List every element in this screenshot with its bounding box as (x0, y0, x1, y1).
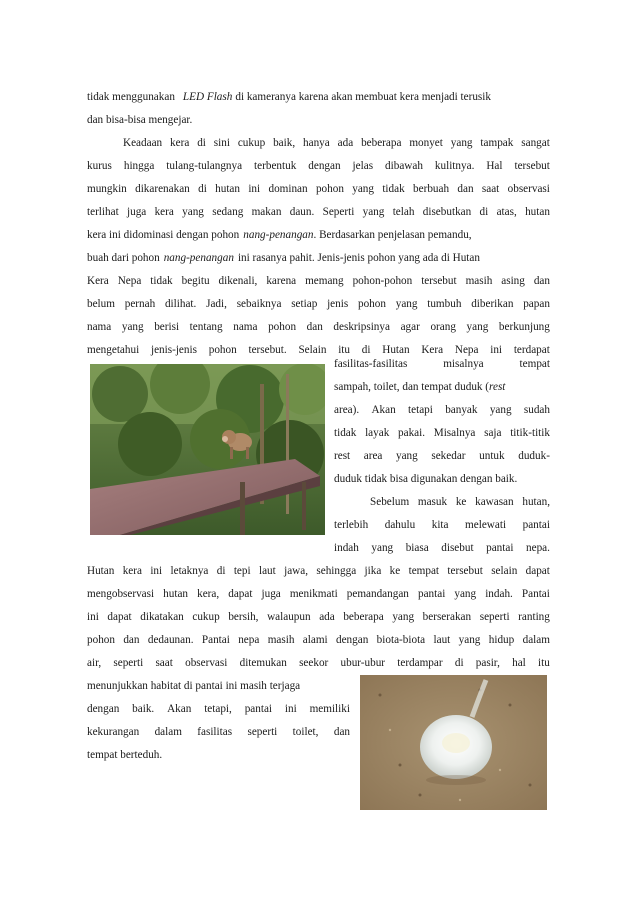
text-line: duduk tidak bisa digunakan dengan baik. (334, 473, 518, 485)
text-line (87, 205, 550, 219)
word: yang (466, 321, 489, 333)
word: yang (489, 404, 512, 416)
word: ada (337, 137, 354, 149)
word: jawa, (284, 565, 309, 577)
word: baik, (273, 137, 296, 149)
word: layak (365, 427, 390, 439)
word: pantai (486, 542, 514, 554)
word: nama (233, 321, 258, 333)
paragraph-first-line (370, 495, 550, 509)
word: seekor (299, 657, 329, 669)
text-run: . Berdasarkan penjelasan pemandu, (313, 229, 472, 241)
text-line (87, 610, 550, 624)
word: yang (121, 321, 144, 333)
word: Sebelum (370, 496, 410, 508)
word: yang (450, 137, 473, 149)
word: nepa (238, 634, 260, 646)
word: air, (87, 657, 102, 669)
word: hutan, (522, 496, 550, 508)
word: beberapa (361, 137, 402, 149)
word: papan (523, 298, 550, 310)
word: misalnya (443, 358, 484, 370)
word: hal (512, 657, 526, 669)
word: indah (334, 542, 359, 554)
word: yang (371, 542, 394, 554)
word: nepa. (526, 542, 550, 554)
text-line (87, 656, 550, 670)
word: kera (154, 206, 174, 218)
word: yang (458, 634, 481, 646)
word: dalam (154, 726, 182, 738)
word: ini (87, 611, 99, 623)
word: tampak (480, 137, 514, 149)
word: masih (267, 634, 295, 646)
word: Seperti (322, 206, 355, 218)
word: ini (490, 344, 503, 356)
word: ranting (518, 611, 550, 623)
word: dan (457, 183, 474, 195)
word: bersih, (228, 611, 259, 623)
word: mengobservasi (87, 588, 155, 600)
word: seperti (479, 611, 510, 623)
word: yang (396, 450, 418, 462)
word: dibawah (385, 160, 423, 172)
word: cukup (237, 137, 266, 149)
word: tempat (519, 358, 550, 370)
word: tersebut (421, 275, 457, 287)
word: memiliki (309, 703, 350, 715)
word: dikarenakan (135, 183, 190, 195)
word: saat (155, 657, 173, 669)
word: dalam (522, 634, 550, 646)
word: mungkin (87, 183, 127, 195)
word: menikmati (289, 588, 338, 600)
word: sedang (212, 206, 244, 218)
word: melewati (465, 519, 507, 531)
word: dikatakan (140, 611, 184, 623)
text-run: kera ini didominasi dengan pohon (87, 229, 240, 241)
word: seperti (113, 657, 144, 669)
word: dengan (308, 160, 341, 172)
word: Kera (87, 275, 109, 287)
text-line (334, 357, 550, 371)
word: yang (352, 183, 374, 195)
word: cukup (192, 611, 220, 623)
word: terlebih (334, 519, 369, 531)
word: di (454, 657, 464, 669)
text-run: tidak menggunakan (87, 91, 175, 103)
word: seperti (247, 726, 278, 738)
word: hidup (488, 634, 515, 646)
word: kera (170, 137, 190, 149)
word: hutan (215, 183, 240, 195)
word: agar (400, 321, 420, 333)
word: biasa (405, 542, 429, 554)
word: pantai (522, 519, 550, 531)
word: hanya (303, 137, 330, 149)
word: juga (127, 206, 147, 218)
word: di (479, 206, 489, 218)
word: dan (333, 726, 350, 738)
word: Misalnya (433, 427, 476, 439)
paragraph-first-line (123, 136, 550, 150)
word: dengan (336, 634, 369, 646)
word: indah. (485, 588, 513, 600)
word: Kera (421, 344, 444, 356)
word: pohon-pohon (352, 275, 413, 287)
word: tempat (408, 565, 440, 577)
word: kekurangan (87, 726, 140, 738)
word: dedaunan. (147, 634, 194, 646)
text-line (87, 297, 550, 311)
word: memang (305, 275, 344, 287)
word: jenis-jenis (150, 344, 197, 356)
word: beberapa (343, 611, 384, 623)
word: dapat (107, 611, 132, 623)
word: Nepa (117, 275, 142, 287)
word: pantai (417, 588, 446, 600)
word: terbentuk (254, 160, 297, 172)
text-run-italic: nang-penangan (163, 252, 234, 264)
word: yang (362, 206, 385, 218)
word: tetapi (408, 404, 433, 416)
text-run: sampah, toilet, dan tempat duduk ( (334, 381, 490, 393)
word: tepi (233, 565, 251, 577)
word: Hutan (87, 565, 115, 577)
word: laut (258, 565, 276, 577)
word: yang (182, 206, 204, 218)
word: nama (87, 321, 112, 333)
word: pemandangan (346, 588, 409, 600)
word: ke (389, 565, 401, 577)
word: rest (334, 450, 351, 462)
text-line (87, 633, 550, 647)
word: juga (261, 588, 281, 600)
word: tersebut (514, 160, 550, 172)
text-line (87, 251, 550, 265)
text-line (334, 380, 550, 394)
word: masih (465, 275, 493, 287)
word: pohon (208, 344, 237, 356)
text-line (87, 702, 350, 716)
word: telah (392, 206, 415, 218)
word: pohon (315, 183, 344, 195)
word: dengan (87, 703, 120, 715)
word: jenis (327, 298, 349, 310)
word: kita (431, 519, 449, 531)
word: saja (484, 427, 502, 439)
word: sebaiknya (236, 298, 282, 310)
word: sudah (523, 404, 550, 416)
text-line: dan bisa-bisa mengejar. (87, 114, 193, 126)
word: Hutan (382, 344, 410, 356)
word: ke (455, 496, 467, 508)
word: dapat (228, 588, 253, 600)
word: letaknya (170, 565, 209, 577)
word: atas, (496, 206, 517, 218)
jellyfish-photo (360, 675, 547, 810)
text-line (334, 541, 550, 555)
word: ada (319, 611, 335, 623)
word: sekedar (431, 450, 466, 462)
word: tersebut. (248, 344, 287, 356)
word: tulang-tulangnya (166, 160, 243, 172)
word: di (198, 183, 207, 195)
word: pohon (87, 634, 115, 646)
word: pohon (268, 321, 297, 333)
word: Selain (298, 344, 327, 356)
word: mengetahui (87, 344, 140, 356)
word: pantai (244, 703, 273, 715)
text-line (87, 274, 550, 288)
word: pohon (357, 298, 386, 310)
text-line (87, 320, 550, 334)
word: yang (454, 588, 477, 600)
word: itu (538, 657, 550, 669)
word: karena (266, 275, 297, 287)
word: sangat (521, 137, 550, 149)
word: di (216, 565, 226, 577)
word: setiap (291, 298, 318, 310)
word: jelas (352, 160, 374, 172)
text-line: tempat berteduh. (87, 749, 163, 761)
word: dan (123, 634, 140, 646)
word: daun. (289, 206, 315, 218)
word: makan (251, 206, 282, 218)
word: dan (533, 275, 550, 287)
word: laut (433, 634, 451, 646)
word: dilihat. (164, 298, 197, 310)
word: dan (306, 321, 323, 333)
word: pakai. (398, 427, 426, 439)
word: yang (392, 611, 415, 623)
word: ini (150, 565, 163, 577)
word: observasi (507, 183, 550, 195)
word: terdampar (397, 657, 443, 669)
word: dapat (525, 565, 550, 577)
text-line (334, 449, 550, 463)
word: Akan (371, 404, 396, 416)
word: tidak (334, 427, 357, 439)
text-line (87, 725, 350, 739)
word: berbuah (413, 183, 450, 195)
word: di (197, 137, 206, 149)
word: diberikan (471, 298, 514, 310)
text-line (87, 587, 550, 601)
word: sini (213, 137, 230, 149)
word: kera (122, 565, 142, 577)
word: Pantai (201, 634, 230, 646)
text-run-italic: LED Flash (182, 91, 233, 103)
word: observasi (185, 657, 228, 669)
text-run: di kameranya karena akan membuat kera menjadi terusik (235, 91, 491, 103)
word: asing (501, 275, 525, 287)
text-run-italic: nang-penangan (243, 229, 314, 241)
word: terdapat (513, 344, 550, 356)
word: kurus (87, 160, 112, 172)
word: ditemukan (239, 657, 287, 669)
text-line (334, 426, 550, 440)
word: Keadaan (123, 137, 163, 149)
word: orang (430, 321, 456, 333)
word: dikenali, (218, 275, 258, 287)
word: monyet (409, 137, 443, 149)
word: hingga (123, 160, 155, 172)
word: fasilitas (197, 726, 233, 738)
word: alami (302, 634, 328, 646)
word: Pantai (521, 588, 550, 600)
word: fasilitas-fasilitas (334, 358, 408, 370)
word: pernah (124, 298, 156, 310)
word: untuk (479, 450, 505, 462)
word: pasir, (475, 657, 500, 669)
text-run-italic: rest (489, 381, 506, 393)
word: ubur-ubur (340, 657, 386, 669)
word: disebutkan (422, 206, 472, 218)
word: jika (364, 565, 382, 577)
word: banyak (445, 404, 478, 416)
word: hutan (163, 588, 189, 600)
word: selain (491, 565, 518, 577)
word: titik-titik (510, 427, 550, 439)
word: tumbuh (427, 298, 462, 310)
text-run: buah dari pohon (87, 252, 160, 264)
word: Hal (486, 160, 503, 172)
word: terlihat (87, 206, 119, 218)
text-line: menunjukkan habitat di pantai ini masih terjaga (87, 680, 301, 692)
word: kera, (197, 588, 220, 600)
word: berkunjung (498, 321, 550, 333)
text-line (87, 90, 550, 104)
word: dahulu (384, 519, 416, 531)
word: ini (284, 703, 297, 715)
word: toilet, (292, 726, 319, 738)
word: hutan (525, 206, 550, 218)
word: duduk- (518, 450, 550, 462)
word: sehingga (316, 565, 357, 577)
text-line (87, 182, 550, 196)
text-line (87, 228, 550, 242)
word: deskripsinya (333, 321, 390, 333)
word: dominan (268, 183, 308, 195)
text-line (334, 518, 550, 532)
word: tentang (189, 321, 223, 333)
word: tersebut (447, 565, 483, 577)
word: begitu (181, 275, 210, 287)
word: berisi (154, 321, 180, 333)
monkey-photo (90, 364, 325, 535)
text-line (87, 159, 550, 173)
word: tidak (382, 183, 405, 195)
word: kawasan (475, 496, 514, 508)
word: masuk (417, 496, 448, 508)
text-run: ini rasanya pahit. Jenis-jenis pohon yang ada di Hutan (237, 252, 480, 264)
word: itu (338, 344, 350, 356)
word: ini (248, 183, 261, 195)
word: walaupun (267, 611, 311, 623)
text-line (87, 343, 550, 357)
word: area). (334, 404, 360, 416)
word: belum (87, 298, 115, 310)
word: Nepa (454, 344, 479, 356)
word: yang (395, 298, 418, 310)
word: Akan (167, 703, 192, 715)
text-line (87, 564, 550, 578)
word: saat (481, 183, 500, 195)
word: kulitnya. (434, 160, 475, 172)
word: di (361, 344, 371, 356)
word: area (363, 450, 383, 462)
word: biota-biota (376, 634, 426, 646)
word: Jadi, (206, 298, 227, 310)
word: baik. (132, 703, 155, 715)
word: berserakan (422, 611, 472, 623)
word: tidak (150, 275, 173, 287)
word: tetapi, (204, 703, 232, 715)
text-line (334, 403, 550, 417)
word: disebut (441, 542, 474, 554)
